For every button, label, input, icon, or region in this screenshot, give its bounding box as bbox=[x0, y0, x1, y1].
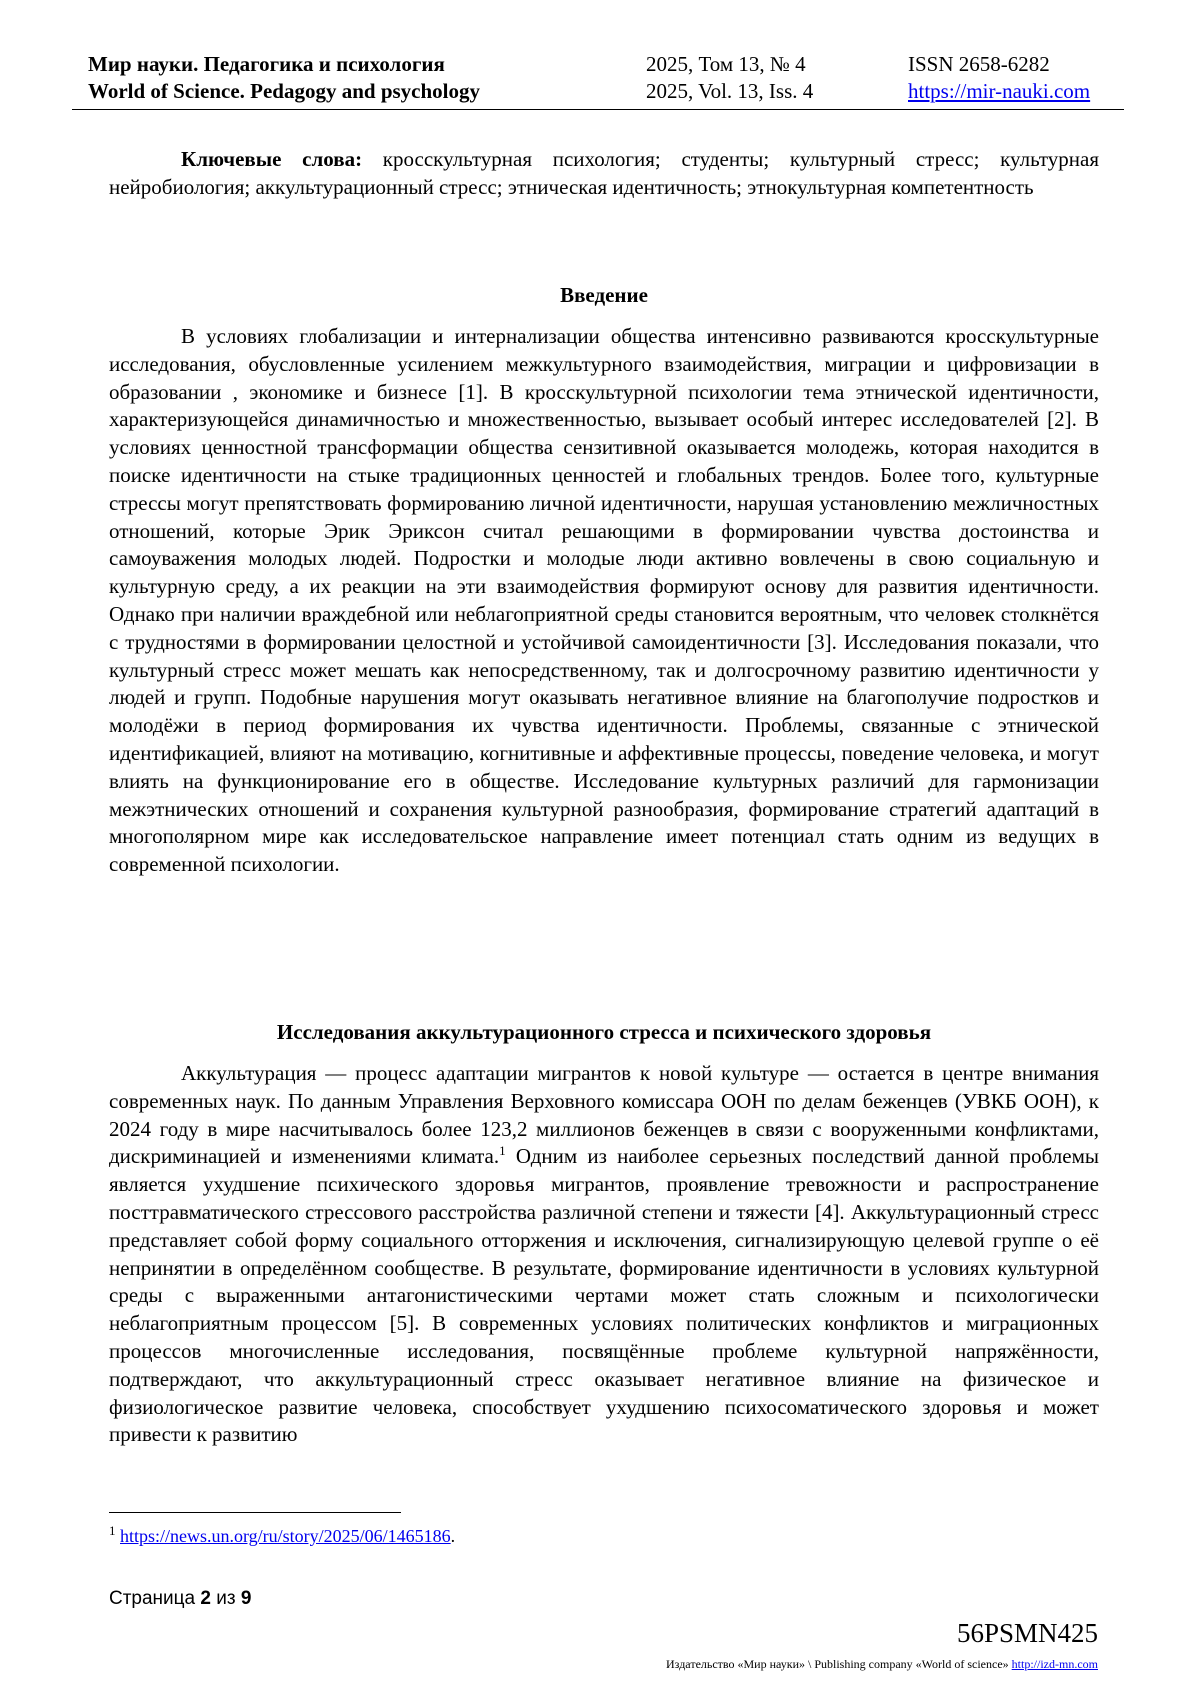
footnote-suffix: . bbox=[450, 1526, 456, 1546]
issue-ru: 2025, Том 13, № 4 bbox=[646, 52, 806, 76]
page-prefix: Страница bbox=[109, 1588, 201, 1609]
article-code: 56PSMN425 bbox=[956, 1618, 1098, 1648]
journal-url-link[interactable]: https://mir-nauki.com bbox=[908, 79, 1091, 103]
issue-en: 2025, Vol. 13, Iss. 4 bbox=[646, 79, 814, 103]
page-total: 9 bbox=[240, 1588, 252, 1609]
publisher-text: Издательство «Мир науки» \ Publishing company «World of science» bbox=[666, 1657, 1012, 1671]
page-current: 2 bbox=[200, 1588, 211, 1609]
acculturation-paragraph bbox=[109, 1060, 1099, 1449]
journal-title-en: World of Science. Pedagogy and psychology bbox=[88, 79, 481, 103]
acculturation-text-1: Аккультурация — процесс адаптации мигрантов к новой культуре — остается в центре внимания современных наук. По данным Управления Верховного комиссара ООН по делам беженцев (УВКБ ООН), к 2024 году в мире насчитывалось более 123,2 миллионов беженцев в связи с вооруженными конфликтами, дискриминацией и изменениями климата. bbox=[109, 1061, 1099, 1169]
acculturation-text-2: Одним из наиболее серьезных последствий данной проблемы является ухудшение психического здоровья мигрантов, проявление тревожности и распространение посттравматического стрессового расстройства различной степени и тяжести [4]. Аккультурационный стресс представляет собой форму социального отторжения и исключения, сигнализирующую целевой группе о её непринятии в определённом сообществе. В результате, формирование идентичности в условиях культурной среды с выраженными антагонистическими чертами может стать сложным и психологически неблагоприятным процессом [5]. В современных условиях политических конфликтов и миграционных процессов многочисленные исследования, посвящённые проблеме культурной напряжённости, подтверждают, что аккультурационный стресс оказывает негативное влияние на физическое и физиологическое развитие человека, способствует ухудшению психосоматического здоровья и может привести к развитию bbox=[109, 1144, 1099, 1447]
issn: ISSN 2658-6282 bbox=[908, 52, 1050, 76]
footnote bbox=[109, 1523, 456, 1547]
intro-heading: Введение bbox=[560, 283, 648, 307]
footnote-mark: 1 bbox=[109, 1523, 116, 1538]
footnote-reference[interactable]: 1 bbox=[499, 1143, 506, 1159]
page-number bbox=[109, 1588, 251, 1610]
journal-title-ru: Мир науки. Педагогика и психология bbox=[88, 52, 445, 76]
intro-paragraph: В условиях глобализации и интернализации общества интенсивно развиваются кросскультурные исследования, обусловленные усилением межкультурного взаимодействия, миграции и цифровизации в образовании , экономике и бизнесе [1]. В кросскультурной психологии тема этнической идентичности, характеризующейся динамичностью и множественностью, вызывает особый интерес исследователей [2]. В условиях ценностной трансформации общества сензитивной оказывается молодежь, которая находится в поиске идентичности на стыке традиционных ценностей и глобальных трендов. Более того, культурные стрессы могут препятствовать формированию личной идентичности, нарушая установлению межличностных отношений, которые Эрик Эриксон считал решающими в формировании чувства достоинства и самоуважения молодых людей. Подростки и молодые люди активно вовлечены в свою социальную и культурную среду, а их реакции на эти взаимодействия формируют основу для развития идентичности. Однако при наличии враждебной или неблагоприятной среды становится вероятным, что человек столкнётся с трудностями в формировании целостной и устойчивой самоидентичности [3]. Исследования показали, что культурный стресс может мешать как непосредственному, так и долгосрочному развитию идентичности у людей и групп. Подобные нарушения могут оказывать негативное влияние на благополучие подростков и молодёжи в период формирования их чувства идентичности. Проблемы, связанные с этнической идентификацией, влияют на мотивацию, когнитивные и аффективные процессы, поведение человека, и могут влиять на функционирование его в обществе. Исследование культурных различий для гармонизации межэтнических отношений и сохранения культурной разнообразия, формирование стратегий адаптаций в многополярном мире как исследовательское направление имеет потенциал стать одним из ведущих в современной психологии. bbox=[109, 324, 1099, 877]
keywords-paragraph bbox=[109, 146, 1099, 202]
journal-header bbox=[72, 52, 1124, 106]
acculturation-heading: Исследования аккультурационного стресса и психического здоровья bbox=[276, 1020, 932, 1044]
publisher-line bbox=[666, 1657, 1098, 1672]
footnote-divider bbox=[109, 1512, 401, 1513]
page-middle: из bbox=[210, 1588, 241, 1609]
header-divider bbox=[72, 109, 1124, 110]
keywords-text: кросскультурная психология; студенты; культурный стресс; культурная нейробиология; аккультурационный стресс; этническая идентичность; этнокультурная компетентность bbox=[109, 147, 1099, 199]
footnote-link[interactable]: https://news.un.org/ru/story/2025/06/1465186 bbox=[120, 1526, 451, 1546]
keywords-label: Ключевые слова: bbox=[181, 147, 363, 171]
publisher-link[interactable]: http://izd-mn.com bbox=[1011, 1657, 1098, 1671]
